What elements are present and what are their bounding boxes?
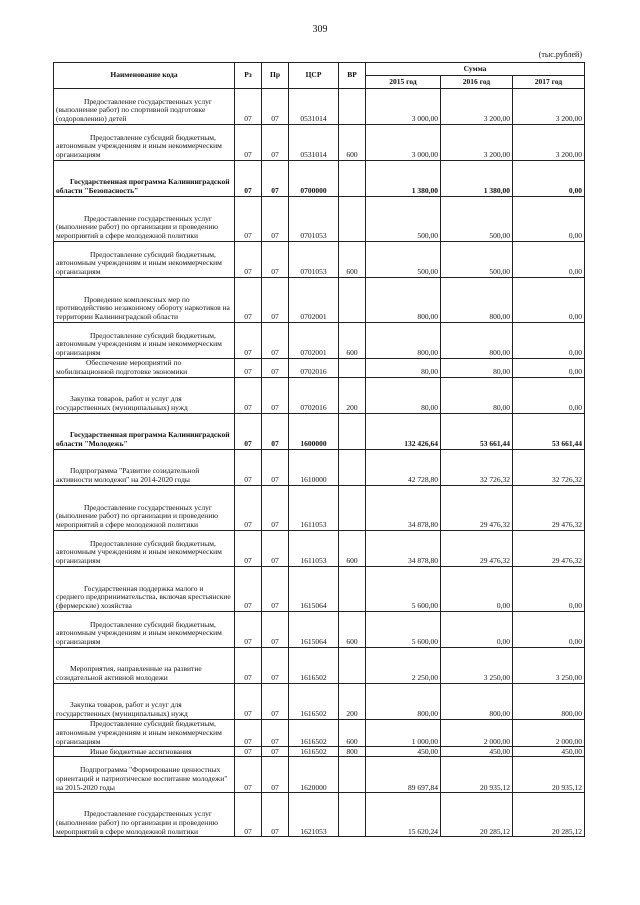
row-pr: 07 — [262, 242, 289, 278]
row-2017: 800,00 — [513, 684, 585, 720]
table-body — [54, 89, 585, 837]
row-2017: 3 250,00 — [513, 648, 585, 684]
header-vr: ВР — [339, 63, 366, 89]
row-2016: 29 476,32 — [441, 486, 513, 531]
row-csr: 0531014 — [289, 125, 339, 161]
row-2017: 0,00 — [513, 197, 585, 242]
row-name-text: Закупка товаров, работ и услуг для государственных (муниципальных) нужд — [56, 700, 188, 719]
table-row — [54, 278, 585, 323]
row-2016: 800,00 — [441, 323, 513, 359]
row-vr: 200 — [339, 684, 366, 720]
row-2017: 3 200,00 — [513, 89, 585, 125]
row-2015: 500,00 — [366, 242, 441, 278]
row-2016: 80,00 — [441, 359, 513, 378]
row-name — [54, 278, 235, 323]
row-name-text: Предоставление государственных услуг (выполнение работ) по спортивной подготовке (оздоровлению) детей — [56, 96, 212, 124]
row-csr: 1620000 — [289, 757, 339, 793]
table-row — [54, 486, 585, 531]
row-rz: 07 — [235, 531, 262, 567]
row-name — [54, 359, 235, 378]
header-rz: Рз — [235, 63, 262, 89]
row-rz: 07 — [235, 720, 262, 747]
row-rz: 07 — [235, 278, 262, 323]
row-csr: 1616502 — [289, 648, 339, 684]
row-name — [54, 161, 235, 197]
row-name-text: Закупка товаров, работ и услуг для государственных (муниципальных) нужд — [56, 394, 188, 413]
row-2017: 0,00 — [513, 612, 585, 648]
row-name — [54, 747, 235, 757]
row-csr: 0701053 — [289, 197, 339, 242]
row-2015: 500,00 — [366, 197, 441, 242]
row-2017: 29 476,32 — [513, 531, 585, 567]
row-2016: 0,00 — [441, 567, 513, 612]
row-2015: 3 000,00 — [366, 125, 441, 161]
row-2015: 80,00 — [366, 378, 441, 414]
table-row — [54, 89, 585, 125]
row-csr: 1615064 — [289, 567, 339, 612]
row-name-text: Предоставление государственных услуг (выполнение работ) по организации и проведению мероприятий в сфере молодежной политики — [56, 502, 218, 530]
row-name-text: Иные бюджетные ассигнования — [90, 746, 192, 756]
row-pr: 07 — [262, 567, 289, 612]
row-name-text: Обеспечение мероприятий по мобилизационной подготовке экономики — [56, 358, 188, 377]
row-rz: 07 — [235, 414, 262, 450]
row-2016: 20 935,12 — [441, 757, 513, 793]
table-row — [54, 648, 585, 684]
row-vr: 600 — [339, 323, 366, 359]
table-row — [54, 242, 585, 278]
row-2017: 0,00 — [513, 161, 585, 197]
row-vr: 600 — [339, 720, 366, 747]
row-pr: 07 — [262, 89, 289, 125]
row-csr: 1616502 — [289, 747, 339, 757]
row-name — [54, 125, 235, 161]
row-csr: 1600000 — [289, 414, 339, 450]
row-rz: 07 — [235, 378, 262, 414]
row-pr: 07 — [262, 450, 289, 486]
row-pr: 07 — [262, 359, 289, 378]
row-2015: 15 620,24 — [366, 793, 441, 837]
table-row — [54, 747, 585, 757]
row-name-text: Государственная поддержка малого и среднего предпринимательства, включая крестьянские (фермерские) хозяйства — [56, 583, 231, 611]
row-name-text: Предоставление государственных услуг (выполнение работ) по организации и проведению мероприятий в сфере молодежной политики — [56, 809, 218, 836]
header-row-1 — [54, 63, 585, 76]
row-name — [54, 378, 235, 414]
row-2016: 1 380,00 — [441, 161, 513, 197]
row-vr — [339, 648, 366, 684]
row-2015: 80,00 — [366, 359, 441, 378]
row-name — [54, 720, 235, 747]
row-name — [54, 648, 235, 684]
table-row — [54, 531, 585, 567]
row-name-text: Предоставление субсидий бюджетным, автономным учреждениям и иным некоммерческим организациям — [56, 132, 222, 160]
row-rz: 07 — [235, 359, 262, 378]
row-2015: 800,00 — [366, 684, 441, 720]
row-name-text: Государственная программа Калининградской области "Молодежь" — [56, 430, 230, 449]
row-2015: 89 697,84 — [366, 757, 441, 793]
header-2015: 2015 год — [366, 76, 441, 89]
row-rz: 07 — [235, 648, 262, 684]
row-2016: 3 200,00 — [441, 89, 513, 125]
row-2015: 34 878,80 — [366, 531, 441, 567]
row-name — [54, 531, 235, 567]
row-pr: 07 — [262, 747, 289, 757]
header-pr: Пр — [262, 63, 289, 89]
row-pr: 07 — [262, 648, 289, 684]
row-2016: 20 285,12 — [441, 793, 513, 837]
row-pr: 07 — [262, 531, 289, 567]
table-row — [54, 359, 585, 378]
row-2016: 3 250,00 — [441, 648, 513, 684]
table-row — [54, 161, 585, 197]
row-2017: 2 000,00 — [513, 720, 585, 747]
row-pr: 07 — [262, 720, 289, 747]
row-pr: 07 — [262, 793, 289, 837]
row-2017: 32 726,32 — [513, 450, 585, 486]
row-vr — [339, 486, 366, 531]
header-2016: 2016 год — [441, 76, 513, 89]
row-pr: 07 — [262, 323, 289, 359]
row-name — [54, 197, 235, 242]
row-2017: 0,00 — [513, 378, 585, 414]
row-2016: 80,00 — [441, 378, 513, 414]
row-2016: 29 476,32 — [441, 531, 513, 567]
row-vr — [339, 793, 366, 837]
row-2016: 0,00 — [441, 612, 513, 648]
row-rz: 07 — [235, 793, 262, 837]
row-2017: 0,00 — [513, 567, 585, 612]
row-vr: 600 — [339, 612, 366, 648]
row-name-text: Проведение комплексных мер по противодействию незаконному обороту наркотиков на территории Калининградской области — [56, 294, 230, 322]
row-2015: 5 600,00 — [366, 567, 441, 612]
page-number: 309 — [312, 24, 328, 35]
row-rz: 07 — [235, 323, 262, 359]
row-2017: 0,00 — [513, 242, 585, 278]
row-pr: 07 — [262, 414, 289, 450]
row-name-text: Предоставление субсидий бюджетным, автономным учреждениям и иным некоммерческим организациям — [56, 719, 222, 746]
row-vr: 600 — [339, 242, 366, 278]
row-2017: 20 285,12 — [513, 793, 585, 837]
row-2015: 5 600,00 — [366, 612, 441, 648]
table-row — [54, 612, 585, 648]
row-csr: 1616502 — [289, 720, 339, 747]
header-sum: Сумма — [366, 63, 585, 76]
row-pr: 07 — [262, 161, 289, 197]
row-vr — [339, 567, 366, 612]
row-2017: 3 200,00 — [513, 125, 585, 161]
row-name — [54, 567, 235, 612]
row-2016: 500,00 — [441, 242, 513, 278]
table-row — [54, 567, 585, 612]
table-row — [54, 197, 585, 242]
row-2015: 2 250,00 — [366, 648, 441, 684]
row-rz: 07 — [235, 161, 262, 197]
row-name-text: Подпрограмма "Формирование ценностных ориентаций и патриотическое воспитание молодежи" на 2015-2020 годы — [56, 765, 228, 792]
row-csr: 0531014 — [289, 89, 339, 125]
row-vr — [339, 197, 366, 242]
table-row — [54, 323, 585, 359]
row-pr: 07 — [262, 486, 289, 531]
row-name — [54, 450, 235, 486]
row-csr: 1611053 — [289, 531, 339, 567]
budget-table — [53, 62, 585, 837]
row-name-text: Подпрограмма "Развитие созидательной активности молодежи" на 2014-2020 годы — [56, 466, 200, 485]
row-2017: 0,00 — [513, 278, 585, 323]
row-name-text: Предоставление субсидий бюджетным, автономным учреждениям и иным некоммерческим организациям — [56, 330, 222, 358]
row-vr: 600 — [339, 125, 366, 161]
row-2016: 53 661,44 — [441, 414, 513, 450]
row-name-text: Предоставление государственных услуг (выполнение работ) по организации и проведению мероприятий в сфере молодежной политики — [56, 213, 218, 241]
row-2015: 132 426,64 — [366, 414, 441, 450]
row-vr — [339, 450, 366, 486]
row-name — [54, 414, 235, 450]
row-vr — [339, 757, 366, 793]
row-2016: 800,00 — [441, 278, 513, 323]
table-row — [54, 793, 585, 837]
row-vr: 200 — [339, 378, 366, 414]
row-csr: 0702016 — [289, 378, 339, 414]
row-rz: 07 — [235, 684, 262, 720]
row-2015: 800,00 — [366, 278, 441, 323]
row-rz: 07 — [235, 757, 262, 793]
row-vr: 800 — [339, 747, 366, 757]
row-vr — [339, 414, 366, 450]
table-row — [54, 378, 585, 414]
row-pr: 07 — [262, 197, 289, 242]
row-2016: 3 200,00 — [441, 125, 513, 161]
table-row — [54, 414, 585, 450]
header-name: Наименование кода — [54, 63, 235, 89]
row-rz: 07 — [235, 612, 262, 648]
row-rz: 07 — [235, 747, 262, 757]
row-pr: 07 — [262, 612, 289, 648]
row-2017: 53 661,44 — [513, 414, 585, 450]
row-name — [54, 89, 235, 125]
row-pr: 07 — [262, 757, 289, 793]
row-name — [54, 793, 235, 837]
row-2016: 800,00 — [441, 684, 513, 720]
row-csr: 0702001 — [289, 323, 339, 359]
row-pr: 07 — [262, 684, 289, 720]
row-csr: 0702001 — [289, 278, 339, 323]
row-2015: 1 380,00 — [366, 161, 441, 197]
row-rz: 07 — [235, 197, 262, 242]
row-name — [54, 486, 235, 531]
row-rz: 07 — [235, 486, 262, 531]
row-csr: 1610000 — [289, 450, 339, 486]
row-2015: 450,00 — [366, 747, 441, 757]
row-name-text: Предоставление субсидий бюджетным, автономным учреждениям и иным некоммерческим организациям — [56, 619, 222, 647]
row-2015: 800,00 — [366, 323, 441, 359]
row-csr: 0701053 — [289, 242, 339, 278]
table-row — [54, 720, 585, 747]
table-row — [54, 757, 585, 793]
row-csr: 1616502 — [289, 684, 339, 720]
row-name — [54, 684, 235, 720]
row-vr — [339, 278, 366, 323]
row-2017: 0,00 — [513, 323, 585, 359]
row-name-text: Государственная программа Калининградской области "Безопасность" — [56, 177, 230, 196]
row-name — [54, 242, 235, 278]
row-pr: 07 — [262, 378, 289, 414]
row-rz: 07 — [235, 89, 262, 125]
row-2017: 29 476,32 — [513, 486, 585, 531]
row-name-text: Мероприятия, направленные на развитие созидательной активной молодежи — [56, 664, 202, 683]
row-name-text: Предоставление субсидий бюджетным, автономным учреждениям и иным некоммерческим организациям — [56, 249, 222, 277]
row-vr — [339, 359, 366, 378]
row-2017: 450,00 — [513, 747, 585, 757]
row-csr: 1611053 — [289, 486, 339, 531]
row-csr: 1621053 — [289, 793, 339, 837]
table-row — [54, 125, 585, 161]
row-2015: 3 000,00 — [366, 89, 441, 125]
row-csr: 0702016 — [289, 359, 339, 378]
row-name-text: Предоставление субсидий бюджетным, автономным учреждениям и иным некоммерческим организациям — [56, 538, 222, 566]
row-rz: 07 — [235, 567, 262, 612]
row-2017: 0,00 — [513, 359, 585, 378]
row-2016: 2 000,00 — [441, 720, 513, 747]
row-vr — [339, 89, 366, 125]
row-2016: 32 726,32 — [441, 450, 513, 486]
row-2015: 34 878,80 — [366, 486, 441, 531]
row-2015: 42 728,80 — [366, 450, 441, 486]
row-csr: 1615064 — [289, 612, 339, 648]
row-rz: 07 — [235, 450, 262, 486]
row-2016: 500,00 — [441, 197, 513, 242]
row-2016: 450,00 — [441, 747, 513, 757]
header-csr: ЦСР — [289, 63, 339, 89]
row-2017: 20 935,12 — [513, 757, 585, 793]
row-name — [54, 757, 235, 793]
row-pr: 07 — [262, 278, 289, 323]
row-name — [54, 612, 235, 648]
row-vr — [339, 161, 366, 197]
row-vr: 600 — [339, 531, 366, 567]
header-2017: 2017 год — [513, 76, 585, 89]
units-label: (тыс.рублей) — [538, 50, 582, 59]
row-name — [54, 323, 235, 359]
row-rz: 07 — [235, 242, 262, 278]
row-pr: 07 — [262, 125, 289, 161]
table-row — [54, 684, 585, 720]
row-2015: 1 000,00 — [366, 720, 441, 747]
table-row — [54, 450, 585, 486]
row-csr: 0700000 — [289, 161, 339, 197]
row-rz: 07 — [235, 125, 262, 161]
